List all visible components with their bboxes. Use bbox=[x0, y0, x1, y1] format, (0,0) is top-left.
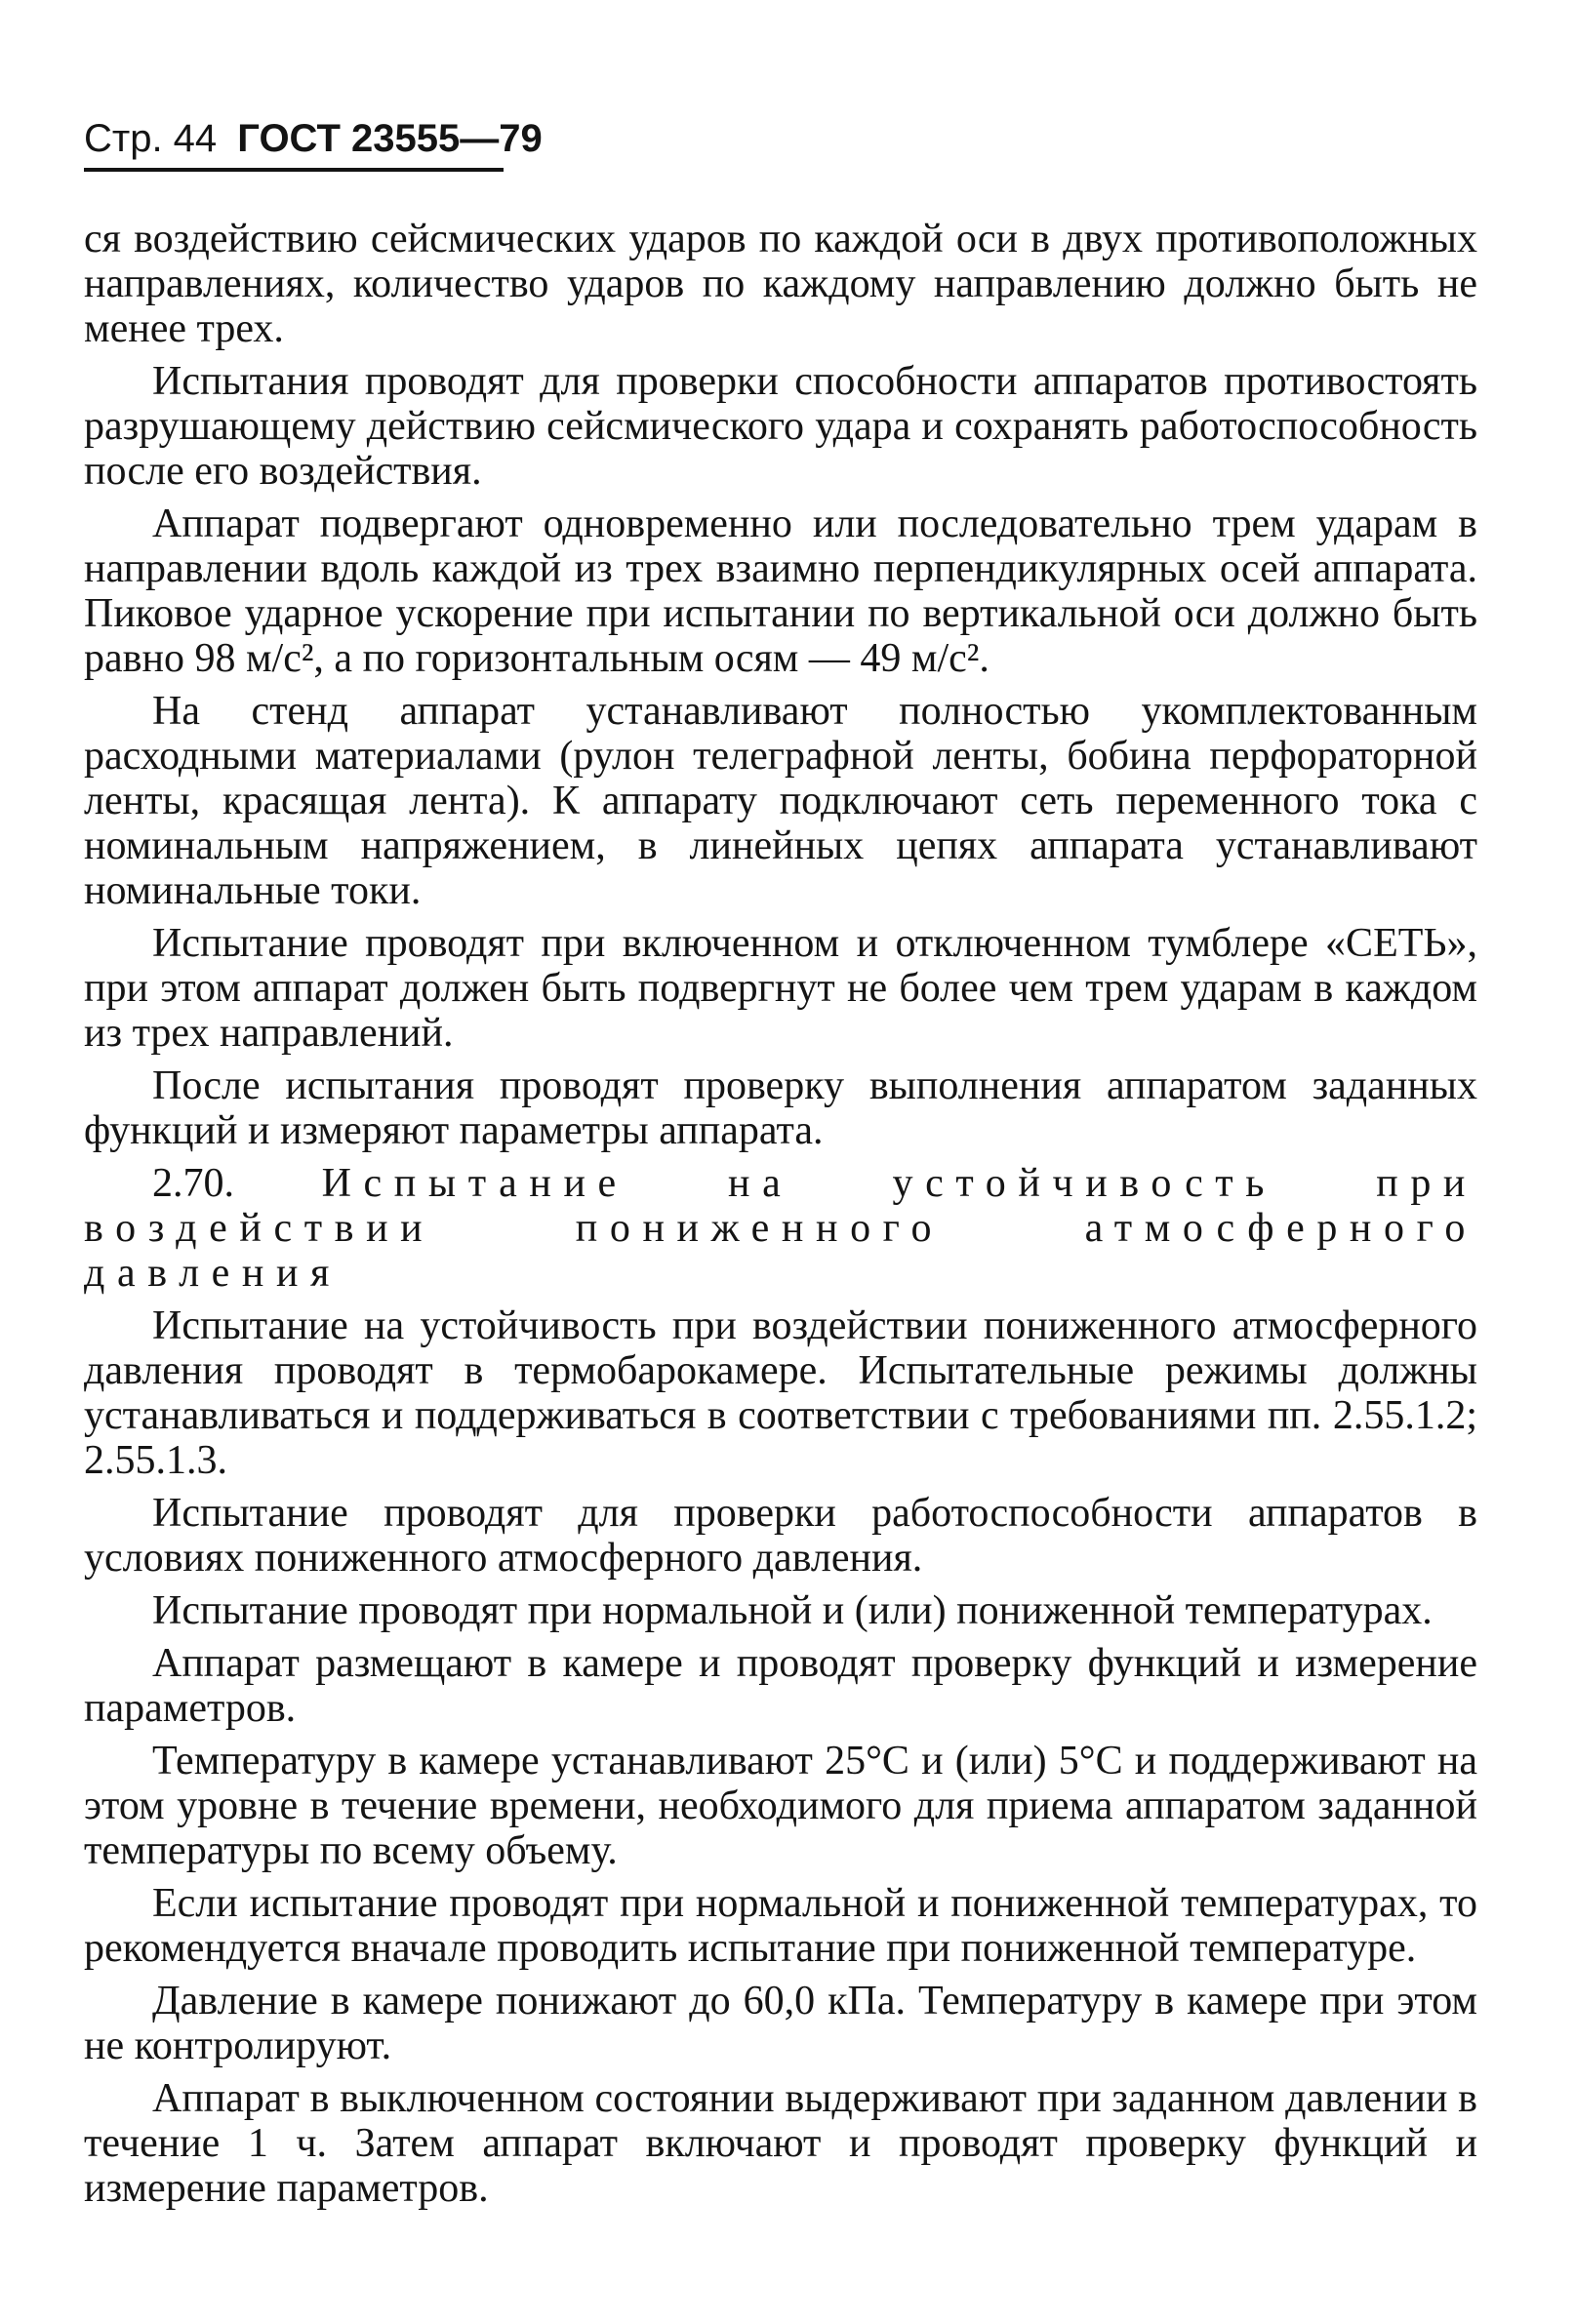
paragraph: Испытание проводят для проверки работоспособности аппаратов в условиях пониженного атмосферного давления. bbox=[84, 1491, 1477, 1581]
section-title: Испытание на устойчивость при воздействии пониженного атмосферного давления bbox=[84, 1161, 1477, 1296]
body-text bbox=[84, 217, 1477, 2211]
document-page bbox=[84, 115, 1477, 2219]
paragraph: ся воздействию сейсмических ударов по каждой оси в двух противоположных направлениях, количество ударов по каждому направлению должно быть не менее трех. bbox=[84, 217, 1477, 351]
paragraph: Испытание проводят при нормальной и (или) пониженной температурах. bbox=[152, 1588, 1433, 1633]
paragraph: Аппарат размещают в камере и проводят проверку функций и измерение параметров. bbox=[84, 1641, 1477, 1731]
paragraph: Аппарат в выключенном состоянии выдерживают при заданном давлении в течение 1 ч. Затем аппарат включают и проводят проверку функций и измерение параметров. bbox=[84, 2076, 1477, 2211]
paragraph: Испытания проводят для проверки способности аппаратов противостоять разрушающему действию сейсмического удара и сохранять работоспособность после его воздействия. bbox=[84, 359, 1477, 494]
section-number: 2.70. bbox=[152, 1161, 234, 1206]
standard-code: ГОСТ 23555—79 bbox=[237, 117, 543, 160]
paragraph: Аппарат подвергают одновременно или последовательно трем ударам в направлении вдоль каждой из трех взаимно перпендикулярных осей аппарата. Пиковое ударное ускорение при испытании по вертикальной оси должно быть равно 98 м/с², а по горизонтальным осям — 49 м/с². bbox=[84, 501, 1477, 681]
page-header bbox=[84, 115, 1477, 162]
header-rule bbox=[84, 168, 504, 172]
paragraph: Давление в камере понижают до 60,0 кПа. Температуру в камере при этом не контролируют. bbox=[84, 1979, 1477, 2068]
paragraph: На стенд аппарат устанавливают полностью укомплектованным расходными материалами (рулон телеграфной ленты, бобина перфораторной ленты, красящая лента). К аппарату подключают сеть переменного тока с номинальным напряжением, в линейных цепях аппарата устанавливают номинальные токи. bbox=[84, 689, 1477, 913]
paragraph: Испытание проводят при включенном и отключенном тумблере «СЕТЬ», при этом аппарат должен быть подвергнут не более чем трем ударам в каждом из трех направлений. bbox=[84, 921, 1477, 1056]
paragraph: Температуру в камере устанавливают 25°С и (или) 5°С и поддерживают на этом уровне в течение времени, необходимого для приема аппаратом заданной температуры по всему объему. bbox=[84, 1739, 1477, 1873]
section-heading bbox=[84, 1161, 1477, 1296]
paragraph: После испытания проводят проверку выполнения аппаратом заданных функций и измеряют параметры аппарата. bbox=[84, 1063, 1477, 1153]
paragraph: Испытание на устойчивость при воздействии пониженного атмосферного давления проводят в термобарокамере. Испытательные режимы должны устанавливаться и поддерживаться в соответствии с требованиями пп. 2.55.1.2; 2.55.1.3. bbox=[84, 1303, 1477, 1483]
page-number: Стр. 44 bbox=[84, 117, 218, 160]
paragraph: Если испытание проводят при нормальной и пониженной температурах, то рекомендуется вначале проводить испытание при пониженной температуре. bbox=[84, 1881, 1477, 1971]
